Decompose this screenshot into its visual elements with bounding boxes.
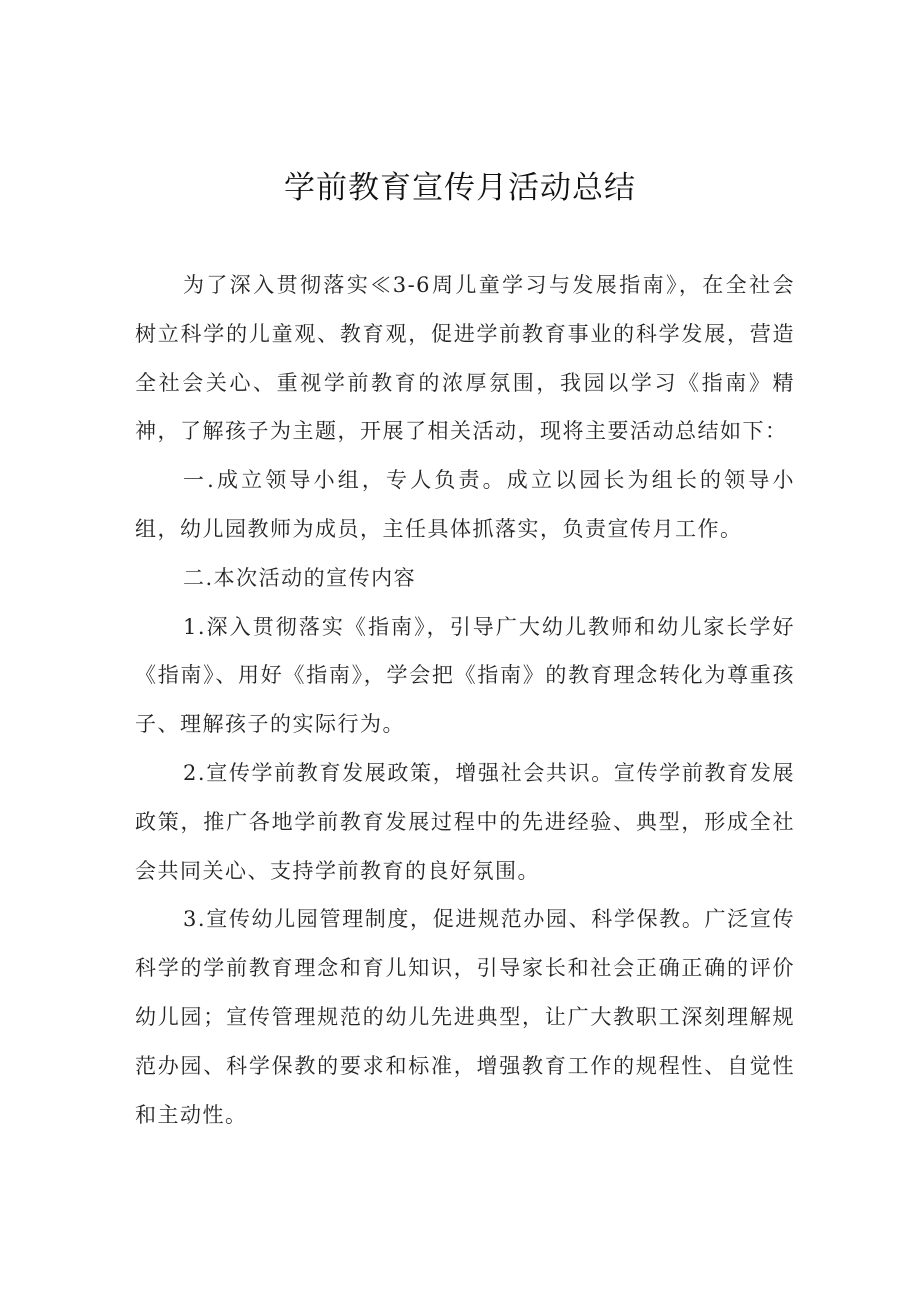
paragraph-section-2-heading: 二.本次活动的宣传内容 — [183, 565, 417, 590]
paragraph-intro: 为了深入贯彻落实≪3-6周儿童学习与发展指南》，在全社会树立科学的儿童观、教育观，促进学前教育事业的科学发展，营造全社会关心、重视学前教育的浓厚氛围，我园以学习《指南》精神，了解孩子为主题，开展了相关活动，现将主要活动总结如下： — [135, 273, 795, 444]
document-title: 学前教育宣传月活动总结 — [284, 170, 636, 206]
paragraph-item-3: 3.宣传幼儿园管理制度，促进规范办园、科学保教。广泛宣传科学的学前教育理念和育儿知识，引导家长和社会正确正确的评价幼儿园；宣传管理规范的幼儿先进典型，让广大教职工深刻理解规范办园、科学保教的要求和标准，增强教育工作的规程性、自觉性和主动性。 — [135, 907, 795, 1127]
paragraph-item-2: 2.宣传学前教育发展政策，增强社会共识。宣传学前教育发展政策，推广各地学前教育发展过程中的先进经验、典型，形成全社会共同关心、支持学前教育的良好氛围。 — [135, 760, 795, 883]
paragraph-item-1: 1.深入贯彻落实《指南》，引导广大幼儿教师和幼儿家长学好《指南》、用好《指南》，学会把《指南》的教育理念转化为尊重孩子、理解孩子的实际行为。 — [135, 614, 795, 737]
document-body — [135, 261, 795, 1139]
paragraph-section-1: 一.成立领导小组，专人负责。成立以园长为组长的领导小组，幼儿园教师为成员，主任具体抓落实，负责宣传月工作。 — [135, 468, 795, 541]
